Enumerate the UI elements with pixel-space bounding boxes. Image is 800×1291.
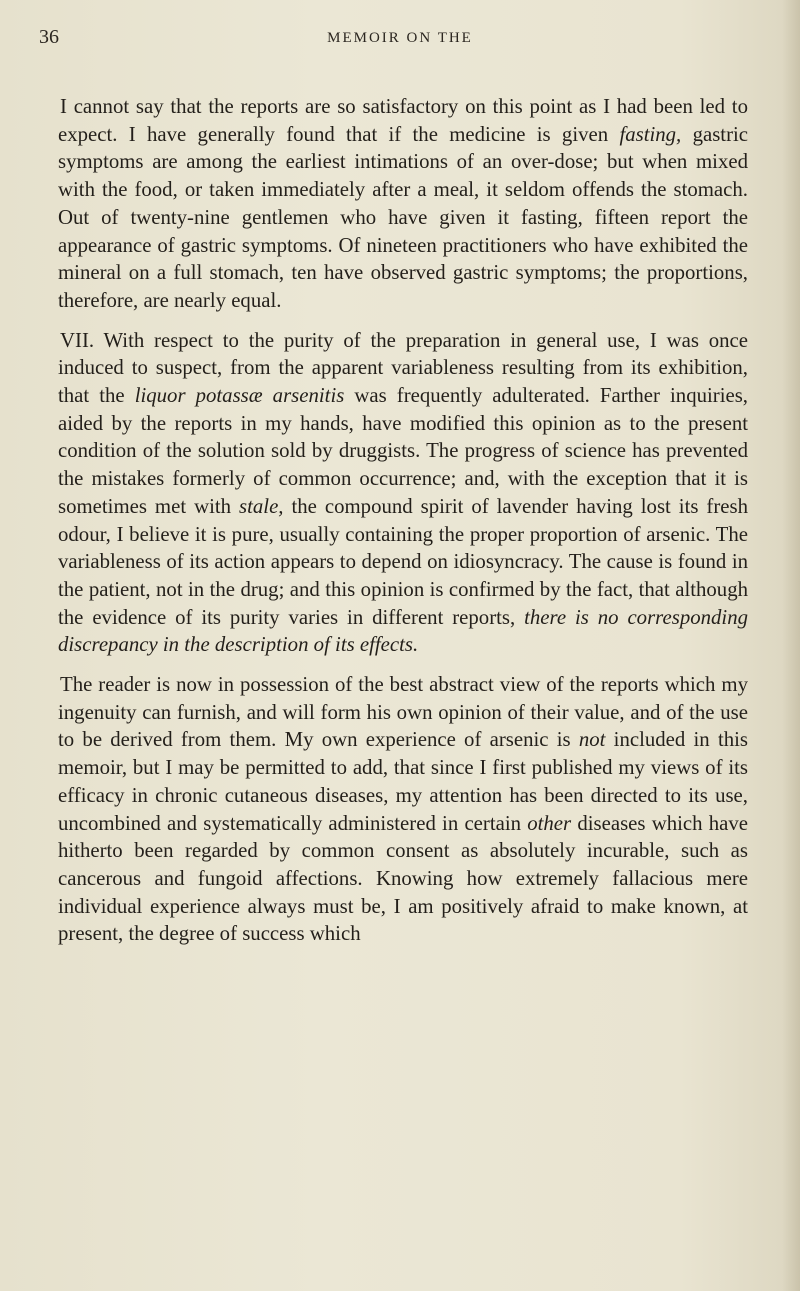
text-segment: gastric symptoms are among the earliest intimations of an over-dose; but when mixed with the food, or taken immediately after a meal, it seldom offends the stomach. Out of twenty-nine gentlemen who have given it fasting, fifteen report the appearance of gastric symptoms. Of nineteen practitioners who have exhibited the mineral on a full stomach, ten have observed gastric symptoms; the proportions, therefore, are nearly equal.: [58, 122, 748, 312]
page-edge-shadow: [782, 0, 800, 1291]
italic-segment: liquor potassæ arsenitis: [134, 384, 345, 408]
page-number: 36: [39, 26, 59, 48]
paragraph-gastric-symptoms: [58, 93, 748, 315]
paragraph-reader-possession: [58, 671, 748, 948]
italic-segment: other: [527, 811, 572, 835]
text-segment: included in this memoir, but I may be permitted to add, that since I first published my views of its efficacy in chronic cutaneous diseases, my attention has been directed to its use, uncombined and systematically administered in certain: [58, 728, 748, 835]
text-segment: VII. With respect to the purity of the preparation in general use, I was once induced to suspect, from the apparent variableness resulting from its exhibition, that the: [58, 328, 748, 408]
italic-segment: there is no corresponding discrepancy in the description of its effects.: [58, 605, 748, 657]
italic-segment: fasting,: [619, 122, 682, 146]
running-head: MEMOIR ON THE: [327, 30, 473, 46]
body-text: [58, 93, 748, 948]
italic-segment: not: [578, 728, 606, 752]
text-segment: The reader is now in possession of the best abstract view of the reports which my ingenuity can furnish, and will form his own opinion of their value, and of the use to be derived from them. My own experience of arsenic is: [58, 673, 748, 752]
italic-segment: stale,: [239, 494, 284, 518]
text-segment: diseases which have hitherto been regarded by common consent as absolutely incurable, such as cancerous and fungoid affections. Knowing how extremely fallacious mere individual experience always must be, I am positively afraid to make known, at present, the degree of success which: [58, 811, 748, 946]
paragraph-purity: [58, 327, 748, 659]
text-segment: was frequently adulterated. Farther inquiries, aided by the reports in my hands, have modified this opinion as to the present condition of the solution sold by druggists. The progress of science has prevented the mistakes formerly of common occurrence; and, with the exception that it is sometimes met with: [58, 384, 748, 518]
text-segment: the compound spirit of lavender having lost its fresh odour, I believe it is pure, usually containing the proper proportion of arsenic. The variableness of its action appears to depend on idiosyncracy. The cause is found in the patient, not in the drug; and this opinion is confirmed by the fact, that although the evidence of its purity varies in different reports,: [58, 494, 748, 629]
text-segment: I cannot say that the reports are so satisfactory on this point as I had been led to expect. I have generally found that if the medicine is given: [58, 95, 748, 146]
